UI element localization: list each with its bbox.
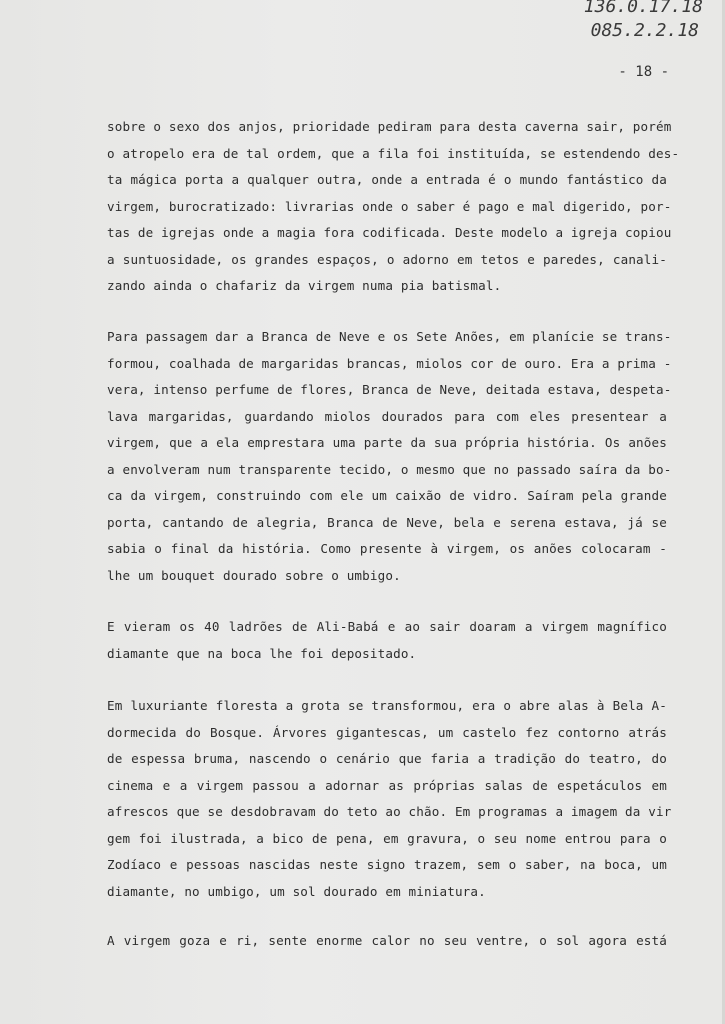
text-line: a envolveram num transparente tecido, o mesmo que no passado saíra da bo- xyxy=(107,461,672,477)
text-line: afrescos que se desdobravam do teto ao chão. Em programas a imagem da vir xyxy=(107,804,672,819)
text-line: vera, intenso perfume de flores, Branca de Neve, deitada estava, despeta- xyxy=(107,382,672,397)
text-line: ta mágica porta a qualquer outra, onde a entrada é o mundo fantástico da xyxy=(107,172,667,187)
handwritten-reference-1: 136.0.17.18 xyxy=(583,0,703,17)
paragraph-1 xyxy=(107,114,680,300)
text-line: tas de igrejas onde a magia fora codificada. Deste modelo a igreja copiou xyxy=(107,225,672,240)
text-line: porta, cantando de alegria, Branca de Neve, bela e serena estava, já se xyxy=(107,514,667,530)
text-line: lava margaridas, guardando miolos dourados para com eles presentear a xyxy=(107,408,667,424)
text-line: E vieram os 40 ladrões de Ali-Babá e ao sair doaram a virgem magnífico xyxy=(107,619,667,634)
text-line: Para passagem dar a Branca de Neve e os Sete Anões, em planície se trans- xyxy=(107,329,672,344)
text-line: a suntuosidade, os grandes espaços, o adorno em tetos e paredes, canali- xyxy=(107,251,667,267)
text-line: virgem, que a ela emprestara uma parte da sua própria história. Os anões xyxy=(107,435,667,450)
text-line: cinema e a virgem passou a adornar as próprias salas de espetáculos em xyxy=(107,777,667,793)
handwritten-reference-2: 085.2.2.18 xyxy=(590,20,699,41)
text-line: dormecida do Bosque. Árvores gigantescas, um castelo fez contorno atrás xyxy=(107,724,667,740)
paragraph-4 xyxy=(107,693,672,905)
text-line: Em luxuriante floresta a grota se transformou, era o abre alas à Bela A- xyxy=(107,698,667,713)
paragraph-3 xyxy=(107,614,667,667)
paragraph-5 xyxy=(107,928,667,955)
text-line: A virgem goza e ri, sente enorme calor no seu ventre, o sol agora está xyxy=(107,933,667,948)
page-number: - 18 - xyxy=(618,64,669,80)
text-line: diamante, no umbigo, um sol dourado em miniatura. xyxy=(107,883,486,899)
text-line: ca da virgem, construindo com ele um caixão de vidro. Saíram pela grande xyxy=(107,488,667,503)
paragraph-2 xyxy=(107,324,672,589)
text-line: diamante que na boca lhe foi depositado. xyxy=(107,645,417,661)
text-line: lhe um bouquet dourado sobre o umbigo. xyxy=(107,567,401,583)
text-line: formou, coalhada de margaridas brancas, miolos cor de ouro. Era a prima - xyxy=(107,355,672,371)
text-line: virgem, burocratizado: livrarias onde o saber é pago e mal digerido, por- xyxy=(107,198,672,214)
text-line: gem foi ilustrada, a bico de pena, em gravura, o seu nome entrou para o xyxy=(107,830,667,846)
text-line: sabia o final da história. Como presente à virgem, os anões colocaram - xyxy=(107,541,667,556)
text-line: de espessa bruma, nascendo o cenário que faria a tradição do teatro, do xyxy=(107,751,667,766)
text-line: zando ainda o chafariz da virgem numa pia batismal. xyxy=(107,278,502,293)
text-line: o atropelo era de tal ordem, que a fila foi instituída, se estendendo des- xyxy=(107,145,680,161)
text-line: Zodíaco e pessoas nascidas neste signo trazem, sem o saber, na boca, um xyxy=(107,857,667,872)
text-line: sobre o sexo dos anjos, prioridade pediram para desta caverna sair, porém xyxy=(107,119,672,134)
